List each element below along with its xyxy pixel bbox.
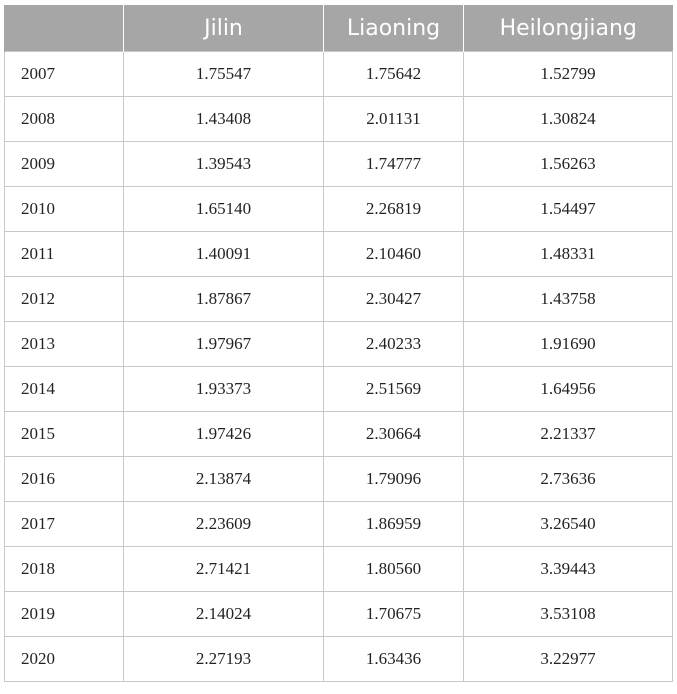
header-cell-liaoning: Liaoning: [324, 5, 464, 52]
heilongjiang-cell: 1.91690: [464, 322, 673, 367]
table-row: [5, 97, 673, 142]
jilin-cell: 1.39543: [124, 142, 324, 187]
data-table-container: [4, 5, 672, 682]
year-cell: 2015: [5, 412, 124, 457]
year-cell: 2008: [5, 97, 124, 142]
year-cell: 2018: [5, 547, 124, 592]
table-body: [5, 52, 673, 682]
heilongjiang-cell: 2.21337: [464, 412, 673, 457]
jilin-cell: 2.13874: [124, 457, 324, 502]
year-cell: 2017: [5, 502, 124, 547]
table-row: [5, 592, 673, 637]
header-cell-year: [5, 5, 124, 52]
heilongjiang-cell: 1.48331: [464, 232, 673, 277]
jilin-cell: 2.71421: [124, 547, 324, 592]
year-cell: 2012: [5, 277, 124, 322]
liaoning-cell: 2.26819: [324, 187, 464, 232]
liaoning-cell: 1.80560: [324, 547, 464, 592]
table-row: [5, 367, 673, 412]
liaoning-cell: 1.79096: [324, 457, 464, 502]
liaoning-cell: 2.30664: [324, 412, 464, 457]
jilin-cell: 1.97426: [124, 412, 324, 457]
table-row: [5, 637, 673, 682]
table-row: [5, 187, 673, 232]
header-cell-heilongjiang: Heilongjiang: [464, 5, 673, 52]
table-row: [5, 502, 673, 547]
year-cell: 2010: [5, 187, 124, 232]
jilin-cell: 2.27193: [124, 637, 324, 682]
table-row: [5, 457, 673, 502]
liaoning-cell: 1.63436: [324, 637, 464, 682]
jilin-cell: 1.43408: [124, 97, 324, 142]
year-cell: 2019: [5, 592, 124, 637]
liaoning-cell: 2.10460: [324, 232, 464, 277]
jilin-cell: 2.23609: [124, 502, 324, 547]
heilongjiang-cell: 1.52799: [464, 52, 673, 97]
data-table: [4, 5, 673, 682]
jilin-cell: 1.40091: [124, 232, 324, 277]
heilongjiang-cell: 1.64956: [464, 367, 673, 412]
liaoning-cell: 2.01131: [324, 97, 464, 142]
liaoning-cell: 1.75642: [324, 52, 464, 97]
year-cell: 2011: [5, 232, 124, 277]
heilongjiang-cell: 1.43758: [464, 277, 673, 322]
heilongjiang-cell: 3.39443: [464, 547, 673, 592]
table-row: [5, 277, 673, 322]
year-cell: 2016: [5, 457, 124, 502]
jilin-cell: 1.65140: [124, 187, 324, 232]
table-row: [5, 142, 673, 187]
heilongjiang-cell: 1.30824: [464, 97, 673, 142]
liaoning-cell: 1.70675: [324, 592, 464, 637]
heilongjiang-cell: 3.22977: [464, 637, 673, 682]
jilin-cell: 1.75547: [124, 52, 324, 97]
heilongjiang-cell: 1.56263: [464, 142, 673, 187]
year-cell: 2007: [5, 52, 124, 97]
year-cell: 2009: [5, 142, 124, 187]
year-cell: 2014: [5, 367, 124, 412]
liaoning-cell: 1.74777: [324, 142, 464, 187]
table-row: [5, 412, 673, 457]
table-row: [5, 322, 673, 367]
table-row: [5, 232, 673, 277]
jilin-cell: 1.87867: [124, 277, 324, 322]
jilin-cell: 1.97967: [124, 322, 324, 367]
table-row: [5, 52, 673, 97]
header-row: [5, 5, 673, 52]
header-cell-jilin: Jilin: [124, 5, 324, 52]
liaoning-cell: 1.86959: [324, 502, 464, 547]
jilin-cell: 1.93373: [124, 367, 324, 412]
table-row: [5, 547, 673, 592]
heilongjiang-cell: 2.73636: [464, 457, 673, 502]
heilongjiang-cell: 1.54497: [464, 187, 673, 232]
year-cell: 2020: [5, 637, 124, 682]
heilongjiang-cell: 3.53108: [464, 592, 673, 637]
jilin-cell: 2.14024: [124, 592, 324, 637]
year-cell: 2013: [5, 322, 124, 367]
liaoning-cell: 2.51569: [324, 367, 464, 412]
liaoning-cell: 2.30427: [324, 277, 464, 322]
heilongjiang-cell: 3.26540: [464, 502, 673, 547]
liaoning-cell: 2.40233: [324, 322, 464, 367]
